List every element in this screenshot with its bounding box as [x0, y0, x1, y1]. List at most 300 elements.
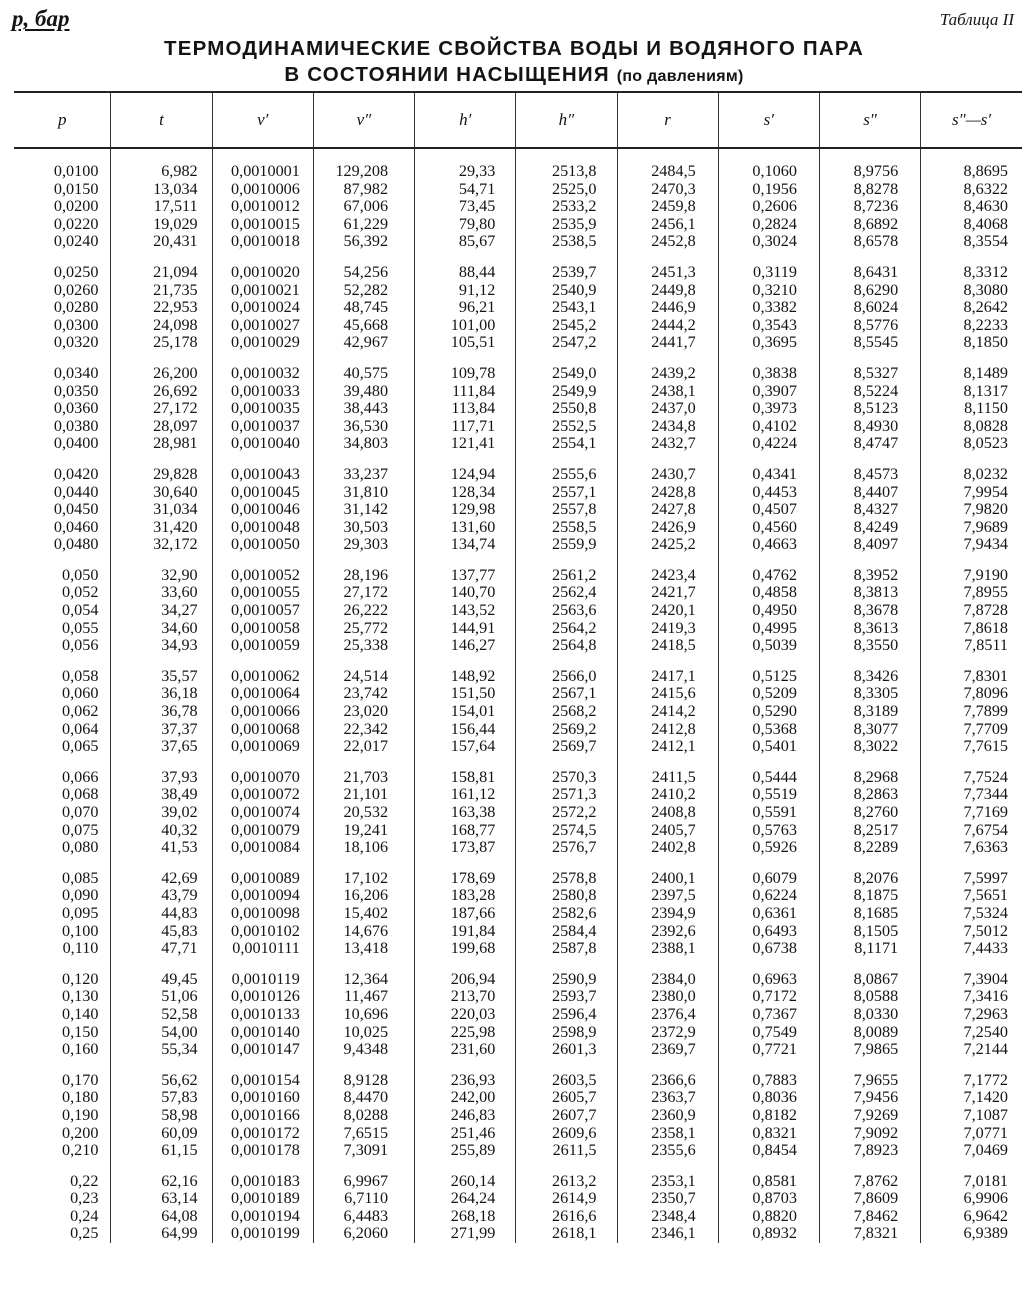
cell-col-9: 6,9389 — [921, 1225, 1022, 1243]
cell-col-5: 2614,9 — [516, 1190, 617, 1208]
table-row — [14, 536, 1022, 554]
cell-col-1: 58,98 — [111, 1107, 212, 1125]
table-row — [14, 484, 1022, 502]
cell-col-1: 62,16 — [111, 1173, 212, 1191]
cell-col-7: 0,5926 — [718, 839, 819, 857]
cell-col-3: 39,480 — [313, 383, 414, 401]
cell-col-4: 128,34 — [415, 484, 516, 502]
cell-col-3: 29,303 — [313, 536, 414, 554]
cell-col-8: 7,9092 — [819, 1125, 920, 1143]
col-header-r: r — [617, 92, 718, 148]
cell-col-8: 8,4097 — [819, 536, 920, 554]
cell-col-6: 2420,1 — [617, 602, 718, 620]
cell-col-7: 0,8182 — [718, 1107, 819, 1125]
cell-col-0: 0,0280 — [53, 298, 99, 317]
cell-col-9: 8,1317 — [921, 383, 1022, 401]
cell-col-0: 0,0450 — [53, 500, 99, 519]
cell-col-5: 2569,2 — [516, 721, 617, 739]
cell-col-7: 0,8820 — [718, 1208, 819, 1226]
table-row — [14, 317, 1022, 335]
cell-col-7: 0,5368 — [718, 721, 819, 739]
table-row — [14, 198, 1022, 216]
cell-col-3: 8,4470 — [313, 1089, 414, 1107]
cell-col-7: 0,1060 — [718, 163, 819, 181]
group-separator — [14, 554, 1022, 567]
cell-col-7: 0,3973 — [718, 400, 819, 418]
cell-col-2: 0,0010006 — [212, 181, 313, 199]
cell-col-2: 0,0010154 — [212, 1072, 313, 1090]
cell-col-3: 54,256 — [313, 264, 414, 282]
cell-col-6: 2427,8 — [617, 501, 718, 519]
cell-col-5: 2566,0 — [516, 668, 617, 686]
cell-col-7: 0,4453 — [718, 484, 819, 502]
cell-col-8: 8,1171 — [819, 940, 920, 958]
cell-col-4: 146,27 — [415, 637, 516, 655]
cell-col-7: 0,4995 — [718, 620, 819, 638]
page-title-note: (по давлениям) — [616, 68, 744, 85]
cell-col-8: 8,4930 — [819, 418, 920, 436]
table-row — [14, 383, 1022, 401]
cell-col-7: 0,4224 — [718, 435, 819, 453]
cell-col-5: 2570,3 — [516, 769, 617, 787]
cell-col-2: 0,0010089 — [212, 870, 313, 888]
cell-col-9: 7,3904 — [921, 971, 1022, 989]
cell-col-5: 2596,4 — [516, 1006, 617, 1024]
cell-col-6: 2437,0 — [617, 400, 718, 418]
cell-col-9: 7,2963 — [921, 1006, 1022, 1024]
cell-col-9: 8,3312 — [921, 264, 1022, 282]
cell-col-6: 2441,7 — [617, 334, 718, 352]
cell-col-5: 2598,9 — [516, 1024, 617, 1042]
cell-col-5: 2609,6 — [516, 1125, 617, 1143]
cell-col-4: 187,66 — [415, 905, 516, 923]
group-separator — [14, 857, 1022, 870]
cell-col-5: 2603,5 — [516, 1072, 617, 1090]
cell-col-5: 2587,8 — [516, 940, 617, 958]
cell-col-7: 0,2824 — [718, 216, 819, 234]
cell-col-7: 0,7549 — [718, 1024, 819, 1042]
cell-col-6: 2423,4 — [617, 567, 718, 585]
cell-col-9: 8,0523 — [921, 435, 1022, 453]
cell-col-2: 0,0010043 — [212, 466, 313, 484]
cell-col-9: 7,0771 — [921, 1125, 1022, 1143]
cell-col-8: 8,9756 — [819, 163, 920, 181]
cell-col-7: 0,5591 — [718, 804, 819, 822]
cell-col-5: 2564,8 — [516, 637, 617, 655]
cell-col-3: 38,443 — [313, 400, 414, 418]
cell-col-0: 0,130 — [61, 987, 99, 1006]
cell-col-9: 8,4068 — [921, 216, 1022, 234]
table-row — [14, 1072, 1022, 1090]
cell-col-9: 8,3080 — [921, 282, 1022, 300]
cell-col-6: 2451,3 — [617, 264, 718, 282]
cell-col-2: 0,0010045 — [212, 484, 313, 502]
cell-col-5: 2571,3 — [516, 786, 617, 804]
cell-col-0: 0,055 — [61, 618, 99, 637]
table-row — [14, 334, 1022, 352]
cell-col-4: 178,69 — [415, 870, 516, 888]
table-row — [14, 1142, 1022, 1160]
cell-col-7: 0,3838 — [718, 365, 819, 383]
cell-col-7: 0,5125 — [718, 668, 819, 686]
cell-col-9: 7,4433 — [921, 940, 1022, 958]
cell-col-5: 2543,1 — [516, 299, 617, 317]
cell-col-9: 7,2540 — [921, 1024, 1022, 1042]
group-separator — [14, 148, 1022, 163]
cell-col-1: 26,200 — [111, 365, 212, 383]
cell-col-5: 2559,9 — [516, 536, 617, 554]
cell-col-1: 27,172 — [111, 400, 212, 418]
cell-col-5: 2540,9 — [516, 282, 617, 300]
cell-col-8: 7,8609 — [819, 1190, 920, 1208]
cell-col-4: 134,74 — [415, 536, 516, 554]
cell-col-4: 113,84 — [415, 400, 516, 418]
cell-col-0: 0,0400 — [53, 434, 99, 453]
cell-col-5: 2616,6 — [516, 1208, 617, 1226]
cell-col-8: 7,8762 — [819, 1173, 920, 1191]
cell-col-4: 121,41 — [415, 435, 516, 453]
cell-col-1: 49,45 — [111, 971, 212, 989]
cell-col-6: 2421,7 — [617, 584, 718, 602]
cell-col-0: 0,085 — [61, 868, 99, 887]
cell-col-7: 0,2606 — [718, 198, 819, 216]
cell-col-5: 2607,7 — [516, 1107, 617, 1125]
cell-col-4: 148,92 — [415, 668, 516, 686]
cell-col-9: 7,8955 — [921, 584, 1022, 602]
cell-col-0: 0,058 — [61, 666, 99, 685]
cell-col-2: 0,0010055 — [212, 584, 313, 602]
cell-col-9: 7,0181 — [921, 1173, 1022, 1191]
cell-col-6: 2410,2 — [617, 786, 718, 804]
cell-col-9: 8,1489 — [921, 365, 1022, 383]
cell-col-7: 0,1956 — [718, 181, 819, 199]
cell-col-6: 2369,7 — [617, 1041, 718, 1059]
cell-col-2: 0,0010147 — [212, 1041, 313, 1059]
table-row — [14, 1190, 1022, 1208]
cell-col-1: 31,420 — [111, 519, 212, 537]
table-row — [14, 602, 1022, 620]
cell-col-8: 8,4327 — [819, 501, 920, 519]
cell-col-5: 2533,2 — [516, 198, 617, 216]
cell-col-2: 0,0010021 — [212, 282, 313, 300]
cell-col-6: 2449,8 — [617, 282, 718, 300]
table-row — [14, 400, 1022, 418]
cell-col-3: 25,772 — [313, 620, 414, 638]
table-row — [14, 786, 1022, 804]
cell-col-4: 260,14 — [415, 1173, 516, 1191]
cell-col-5: 2562,4 — [516, 584, 617, 602]
table-row — [14, 1173, 1022, 1191]
cell-col-3: 26,222 — [313, 602, 414, 620]
cell-col-4: 220,03 — [415, 1006, 516, 1024]
table-row — [14, 1208, 1022, 1226]
cell-col-3: 61,229 — [313, 216, 414, 234]
cell-col-7: 0,4663 — [718, 536, 819, 554]
cell-col-3: 34,803 — [313, 435, 414, 453]
cell-col-1: 33,60 — [111, 584, 212, 602]
table-row — [14, 501, 1022, 519]
cell-col-7: 0,8321 — [718, 1125, 819, 1143]
cell-col-3: 23,020 — [313, 703, 414, 721]
cell-col-8: 7,9269 — [819, 1107, 920, 1125]
cell-col-8: 8,3426 — [819, 668, 920, 686]
cell-col-2: 0,0010070 — [212, 769, 313, 787]
cell-col-8: 8,3022 — [819, 738, 920, 756]
cell-col-7: 0,3119 — [718, 264, 819, 282]
cell-col-3: 7,3091 — [313, 1142, 414, 1160]
cell-col-1: 63,14 — [111, 1190, 212, 1208]
cell-col-6: 2402,8 — [617, 839, 718, 857]
cell-col-5: 2618,1 — [516, 1225, 617, 1243]
cell-col-2: 0,0010052 — [212, 567, 313, 585]
cell-col-3: 30,503 — [313, 519, 414, 537]
cell-col-5: 2525,0 — [516, 181, 617, 199]
cell-col-3: 23,742 — [313, 685, 414, 703]
cell-col-8: 8,3550 — [819, 637, 920, 655]
cell-col-5: 2545,2 — [516, 317, 617, 335]
cell-col-2: 0,0010048 — [212, 519, 313, 537]
cell-col-7: 0,3382 — [718, 299, 819, 317]
cell-col-5: 2601,3 — [516, 1041, 617, 1059]
cell-col-9: 7,9954 — [921, 484, 1022, 502]
cell-col-2: 0,0010178 — [212, 1142, 313, 1160]
table-row — [14, 1089, 1022, 1107]
cell-col-3: 28,196 — [313, 567, 414, 585]
cell-col-9: 8,3554 — [921, 233, 1022, 251]
cell-col-2: 0,0010074 — [212, 804, 313, 822]
group-separator — [14, 756, 1022, 769]
cell-col-6: 2459,8 — [617, 198, 718, 216]
cell-col-0: 0,170 — [61, 1070, 99, 1089]
cell-col-6: 2439,2 — [617, 365, 718, 383]
cell-col-2: 0,0010037 — [212, 418, 313, 436]
cell-col-5: 2613,2 — [516, 1173, 617, 1191]
cell-col-6: 2350,7 — [617, 1190, 718, 1208]
cell-col-7: 0,5209 — [718, 685, 819, 703]
cell-col-6: 2418,5 — [617, 637, 718, 655]
cell-col-1: 41,53 — [111, 839, 212, 857]
cell-col-1: 55,34 — [111, 1041, 212, 1059]
cell-col-4: 157,64 — [415, 738, 516, 756]
cell-col-8: 8,4407 — [819, 484, 920, 502]
cell-col-1: 20,431 — [111, 233, 212, 251]
cell-col-8: 8,6578 — [819, 233, 920, 251]
cell-col-3: 52,282 — [313, 282, 414, 300]
cell-col-8: 8,5545 — [819, 334, 920, 352]
cell-col-9: 7,6363 — [921, 839, 1022, 857]
cell-col-1: 57,83 — [111, 1089, 212, 1107]
cell-col-3: 33,237 — [313, 466, 414, 484]
cell-col-3: 16,206 — [313, 887, 414, 905]
cell-col-4: 199,68 — [415, 940, 516, 958]
cell-col-4: 268,18 — [415, 1208, 516, 1226]
cell-col-6: 2372,9 — [617, 1024, 718, 1042]
cell-col-8: 8,1685 — [819, 905, 920, 923]
cell-col-3: 24,514 — [313, 668, 414, 686]
cell-col-1: 32,172 — [111, 536, 212, 554]
cell-col-7: 0,3024 — [718, 233, 819, 251]
cell-col-2: 0,0010133 — [212, 1006, 313, 1024]
cell-col-5: 2549,9 — [516, 383, 617, 401]
cell-col-7: 0,5763 — [718, 822, 819, 840]
cell-col-0: 0,054 — [61, 601, 99, 620]
table-row — [14, 804, 1022, 822]
cell-col-8: 8,0330 — [819, 1006, 920, 1024]
cell-col-2: 0,0010102 — [212, 923, 313, 941]
cell-col-6: 2355,6 — [617, 1142, 718, 1160]
cell-col-3: 21,101 — [313, 786, 414, 804]
cell-col-0: 0,24 — [70, 1206, 99, 1225]
cell-col-1: 26,692 — [111, 383, 212, 401]
cell-col-6: 2408,8 — [617, 804, 718, 822]
cell-col-9: 7,7169 — [921, 804, 1022, 822]
cell-col-0: 0,190 — [61, 1105, 99, 1124]
col-header-h-vapor: h″ — [516, 92, 617, 148]
table-row — [14, 435, 1022, 453]
table-row — [14, 282, 1022, 300]
cell-col-5: 2538,5 — [516, 233, 617, 251]
cell-col-6: 2400,1 — [617, 870, 718, 888]
table-row — [14, 1107, 1022, 1125]
cell-col-7: 0,6224 — [718, 887, 819, 905]
cell-col-2: 0,0010058 — [212, 620, 313, 638]
cell-col-1: 47,71 — [111, 940, 212, 958]
cell-col-1: 25,178 — [111, 334, 212, 352]
cell-col-4: 213,70 — [415, 988, 516, 1006]
cell-col-1: 56,62 — [111, 1072, 212, 1090]
cell-col-5: 2574,5 — [516, 822, 617, 840]
cell-col-2: 0,0010098 — [212, 905, 313, 923]
cell-col-4: 251,46 — [415, 1125, 516, 1143]
cell-col-1: 28,097 — [111, 418, 212, 436]
cell-col-9: 7,7344 — [921, 786, 1022, 804]
cell-col-3: 14,676 — [313, 923, 414, 941]
cell-col-8: 8,5776 — [819, 317, 920, 335]
table-row — [14, 418, 1022, 436]
cell-col-8: 8,7236 — [819, 198, 920, 216]
cell-col-1: 35,57 — [111, 668, 212, 686]
cell-col-7: 0,6493 — [718, 923, 819, 941]
cell-col-2: 0,0010166 — [212, 1107, 313, 1125]
cell-col-2: 0,0010062 — [212, 668, 313, 686]
cell-col-8: 8,4747 — [819, 435, 920, 453]
cell-col-0: 0,0220 — [53, 214, 99, 233]
cell-col-9: 7,7709 — [921, 721, 1022, 739]
cell-col-9: 7,5997 — [921, 870, 1022, 888]
cell-col-2: 0,0010046 — [212, 501, 313, 519]
cell-col-9: 7,9434 — [921, 536, 1022, 554]
cell-col-6: 2430,7 — [617, 466, 718, 484]
cell-col-8: 8,2968 — [819, 769, 920, 787]
saturation-properties-table — [14, 91, 1022, 1243]
cell-col-5: 2569,7 — [516, 738, 617, 756]
cell-col-0: 0,0320 — [53, 333, 99, 352]
cell-col-5: 2593,7 — [516, 988, 617, 1006]
cell-col-7: 0,8703 — [718, 1190, 819, 1208]
cell-col-0: 0,0150 — [53, 179, 99, 198]
cell-col-8: 8,1505 — [819, 923, 920, 941]
cell-col-1: 36,18 — [111, 685, 212, 703]
cell-col-4: 183,28 — [415, 887, 516, 905]
cell-col-0: 0,210 — [61, 1141, 99, 1160]
cell-col-6: 2434,8 — [617, 418, 718, 436]
cell-col-3: 17,102 — [313, 870, 414, 888]
cell-col-3: 12,364 — [313, 971, 414, 989]
cell-col-8: 7,8321 — [819, 1225, 920, 1243]
cell-col-9: 7,9190 — [921, 567, 1022, 585]
cell-col-6: 2428,8 — [617, 484, 718, 502]
cell-col-3: 87,982 — [313, 181, 414, 199]
cell-col-8: 8,5327 — [819, 365, 920, 383]
cell-col-9: 7,5651 — [921, 887, 1022, 905]
cell-col-6: 2484,5 — [617, 163, 718, 181]
table-row — [14, 519, 1022, 537]
group-separator — [14, 1059, 1022, 1072]
cell-col-6: 2358,1 — [617, 1125, 718, 1143]
cell-col-6: 2470,3 — [617, 181, 718, 199]
table-row — [14, 233, 1022, 251]
cell-col-7: 0,3695 — [718, 334, 819, 352]
cell-col-9: 7,9689 — [921, 519, 1022, 537]
cell-col-4: 144,91 — [415, 620, 516, 638]
group-separator — [14, 958, 1022, 971]
cell-col-9: 8,2642 — [921, 299, 1022, 317]
cell-col-3: 6,9967 — [313, 1173, 414, 1191]
cell-col-7: 0,5519 — [718, 786, 819, 804]
cell-col-9: 7,3416 — [921, 988, 1022, 1006]
cell-col-1: 42,69 — [111, 870, 212, 888]
cell-col-6: 2412,1 — [617, 738, 718, 756]
group-separator — [14, 1160, 1022, 1173]
cell-col-0: 0,23 — [70, 1189, 99, 1208]
table-row — [14, 668, 1022, 686]
cell-col-0: 0,070 — [61, 803, 99, 821]
cell-col-5: 2555,6 — [516, 466, 617, 484]
cell-col-6: 2456,1 — [617, 216, 718, 234]
cell-col-3: 9,4348 — [313, 1041, 414, 1059]
cell-col-6: 2363,7 — [617, 1089, 718, 1107]
cell-col-3: 6,4483 — [313, 1208, 414, 1226]
cell-col-7: 0,3907 — [718, 383, 819, 401]
cell-col-3: 22,017 — [313, 738, 414, 756]
cell-col-0: 0,075 — [61, 820, 99, 839]
table-row — [14, 299, 1022, 317]
cell-col-5: 2513,8 — [516, 163, 617, 181]
cell-col-9: 7,7899 — [921, 703, 1022, 721]
cell-col-6: 2380,0 — [617, 988, 718, 1006]
cell-col-8: 8,2289 — [819, 839, 920, 857]
cell-col-1: 51,06 — [111, 988, 212, 1006]
cell-col-7: 0,7367 — [718, 1006, 819, 1024]
cell-col-8: 8,6290 — [819, 282, 920, 300]
cell-col-0: 0,160 — [61, 1040, 99, 1059]
cell-col-2: 0,0010066 — [212, 703, 313, 721]
cell-col-4: 54,71 — [415, 181, 516, 199]
cell-col-8: 8,0089 — [819, 1024, 920, 1042]
cell-col-8: 7,9456 — [819, 1089, 920, 1107]
cell-col-8: 8,3952 — [819, 567, 920, 585]
cell-col-2: 0,0010126 — [212, 988, 313, 1006]
cell-col-8: 8,5123 — [819, 400, 920, 418]
cell-col-2: 0,0010072 — [212, 786, 313, 804]
table-row — [14, 620, 1022, 638]
cell-col-6: 2426,9 — [617, 519, 718, 537]
cell-col-4: 255,89 — [415, 1142, 516, 1160]
cell-col-9: 7,1772 — [921, 1072, 1022, 1090]
cell-col-0: 0,140 — [61, 1004, 99, 1023]
cell-col-8: 8,4249 — [819, 519, 920, 537]
cell-col-0: 0,22 — [70, 1171, 99, 1190]
